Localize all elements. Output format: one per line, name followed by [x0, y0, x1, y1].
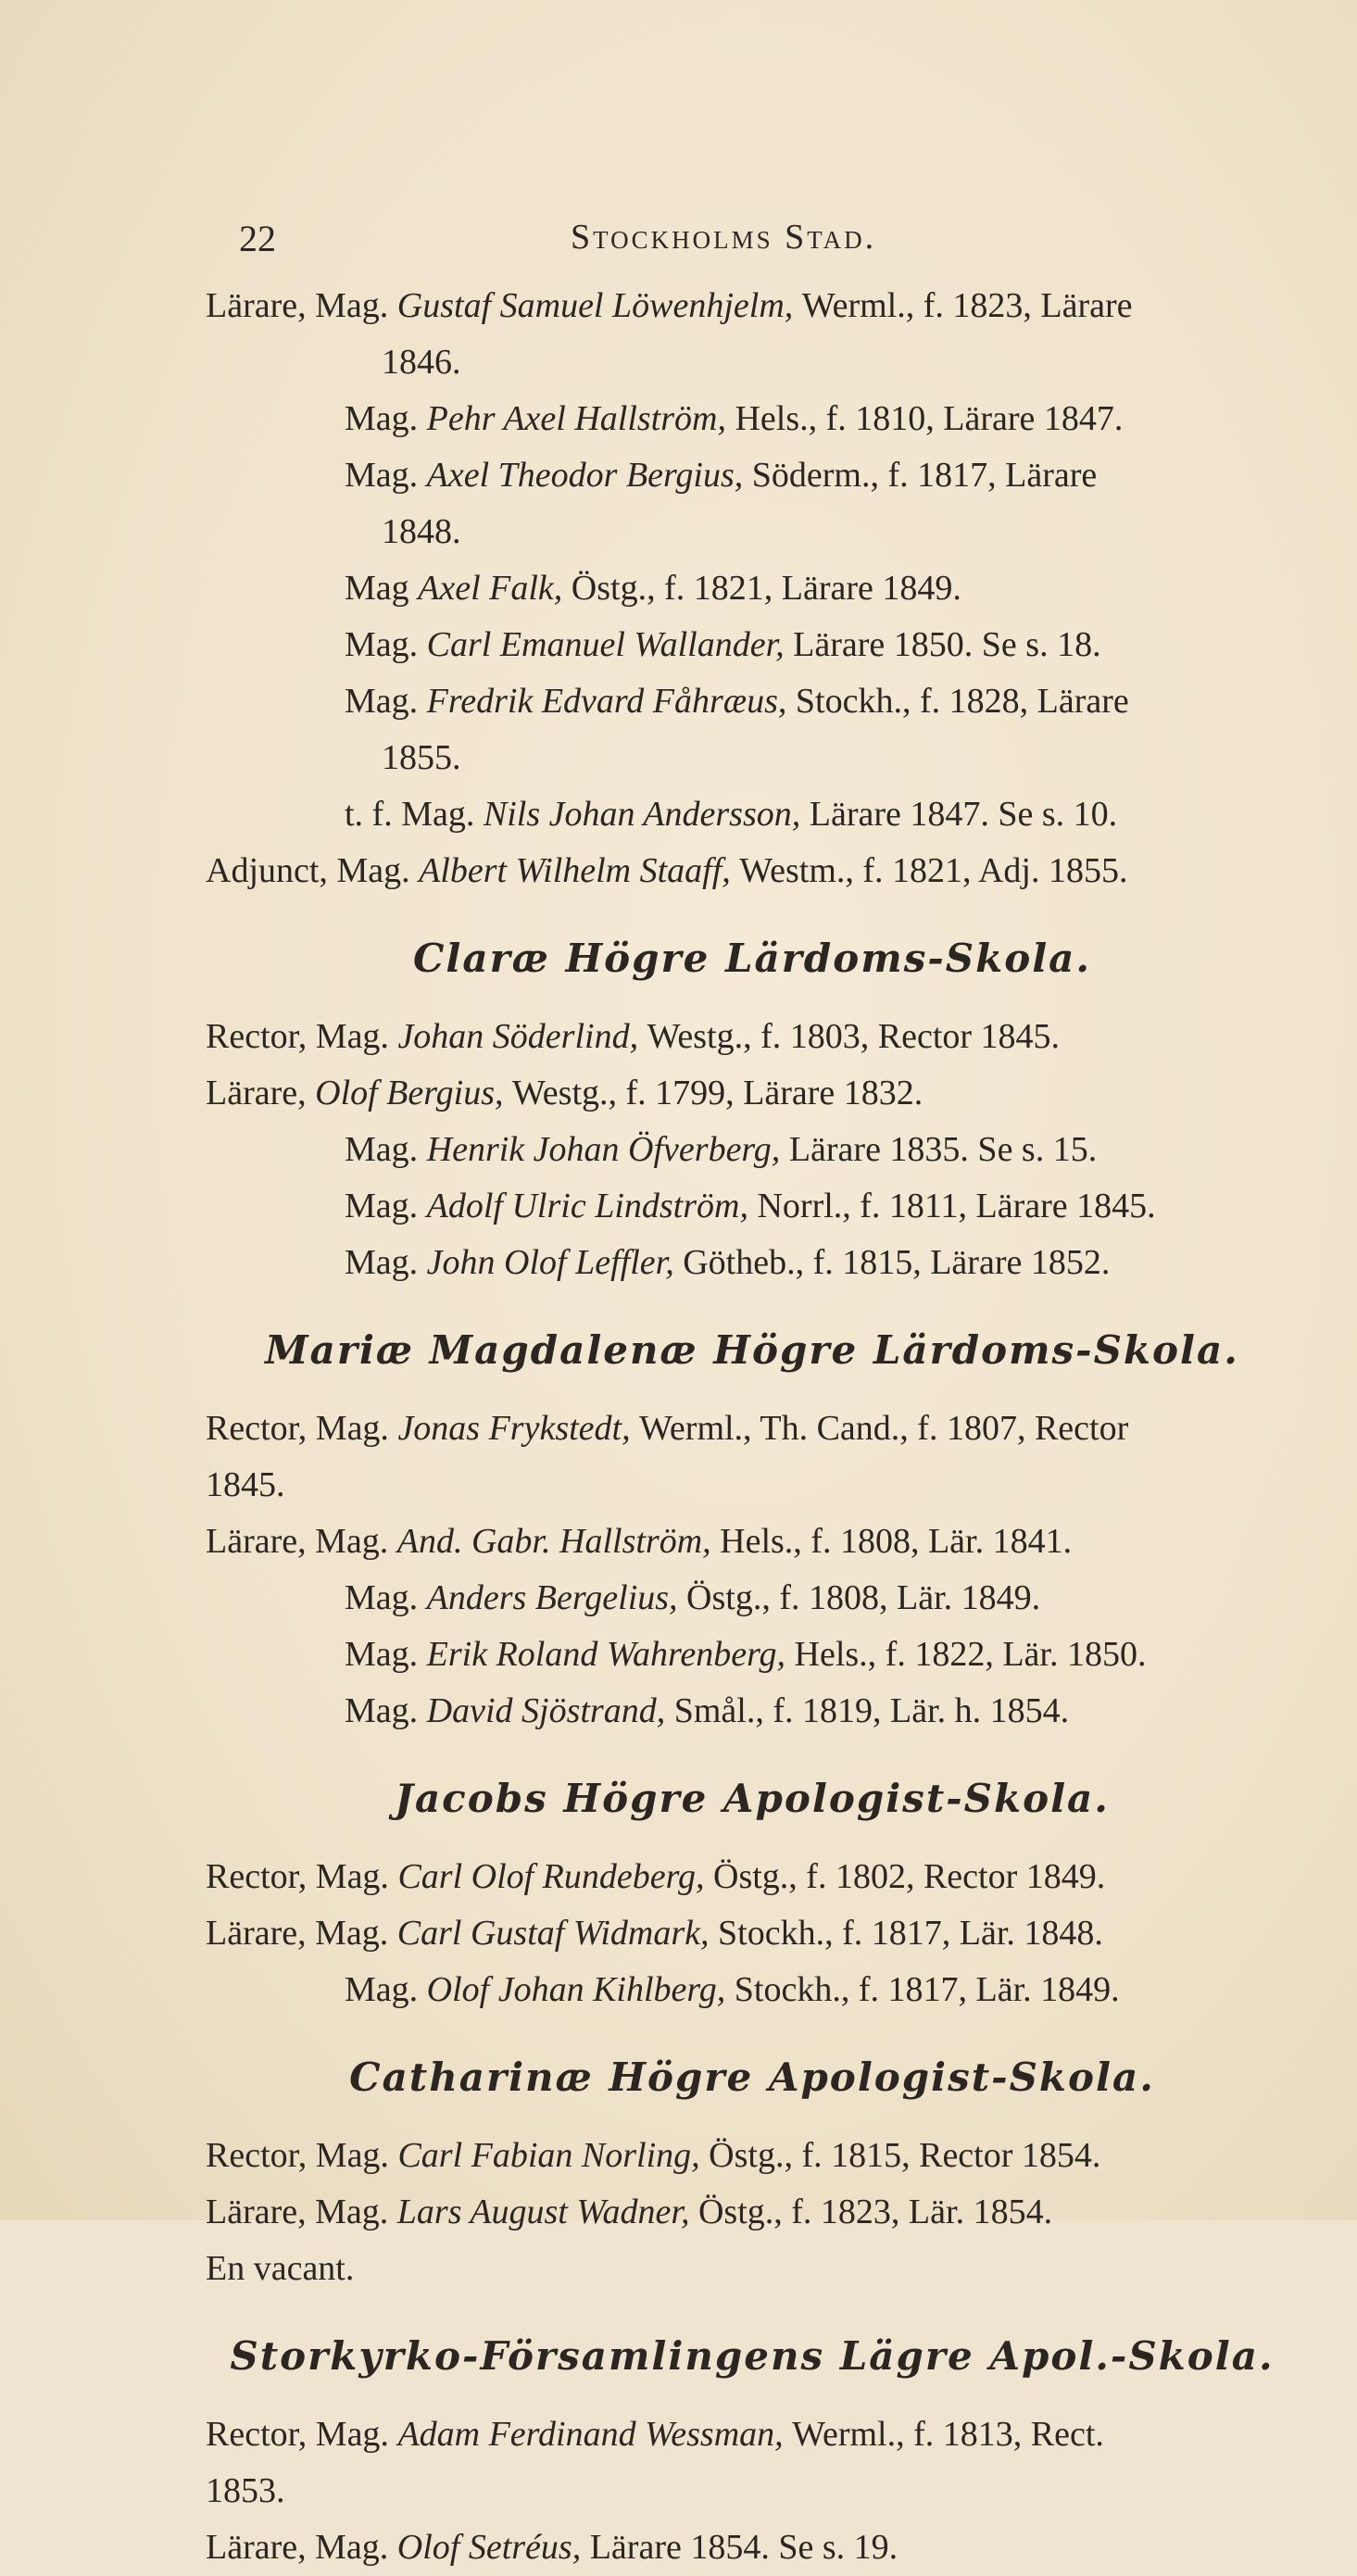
person-name: And. Gabr. Hallström, [396, 1522, 721, 1561]
entry-title: Mag. [315, 2528, 397, 2567]
entry-line [206, 1962, 1299, 2018]
entry-title: Mag. [315, 1522, 397, 1561]
section-block [206, 1315, 1299, 1740]
entry-line: 1855. [382, 738, 461, 777]
entry-details: Norrl., f. 1811, Lärare 1845. [757, 1187, 1156, 1225]
person-name: Gustaf Samuel Löwenhjelm, [396, 286, 802, 325]
entry-line [206, 1009, 1299, 1065]
entry-details: Hels., f. 1822, Lär. 1850. [794, 1635, 1147, 1674]
entry-details: Östg., f. 1823, Lär. 1854. [697, 2193, 1053, 2231]
entry-title: Mag. [345, 1243, 427, 1282]
entry-title: Mag. [345, 1970, 427, 2009]
entry-details: Werml., Th. Cand., f. 1807, Rector [639, 1409, 1129, 1448]
entry-details: Östg., f. 1815, Rector 1854. [709, 2136, 1101, 2175]
entry-role: Lärare, [206, 2193, 316, 2231]
entry-details: Götheb., f. 1815, Lärare 1852. [683, 1243, 1111, 1282]
entry-title: Mag. [315, 1409, 398, 1448]
entry-line [206, 447, 1299, 504]
entry-line [206, 1178, 1299, 1235]
entry-title: Mag. [315, 1017, 398, 1056]
section-heading: Catharinæ Högre Apologist-Skola. [349, 2055, 1155, 2100]
entry-role: Lärare, [206, 1914, 316, 1953]
page-header [0, 211, 1357, 267]
entry-details: Östg., f. 1802, Rector 1849. [713, 1857, 1106, 1896]
person-name: Axel Falk, [418, 569, 572, 608]
person-name: Carl Gustaf Widmark, [396, 1914, 719, 1953]
entry-line [206, 673, 1299, 730]
entry-line [206, 843, 1299, 899]
entry-line [206, 2406, 1299, 2463]
entry-details: Lärare 1835. Se s. 15. [788, 1130, 1098, 1169]
entry-line [206, 1065, 1299, 1122]
section-heading: Jacobs Högre Apologist-Skola. [395, 1776, 1110, 1821]
person-name: Adam Ferdinand Wessman, [397, 2415, 793, 2454]
entry-details: Östg., f. 1821, Lärare 1849. [571, 569, 961, 608]
entry-role: Adjunct, [206, 851, 337, 890]
entry-role: Rector, [206, 2415, 316, 2454]
entry-details: Stockh., f. 1817, Lär. 1849. [734, 1970, 1120, 2009]
section-block [206, 278, 1299, 899]
page-number: 22 [239, 218, 276, 259]
person-name: Pehr Axel Hallström, [426, 399, 735, 438]
person-name: Jonas Frykstedt, [397, 1409, 640, 1448]
running-title: Stockholms Stad. [571, 218, 877, 257]
entry-line: 1848. [382, 512, 461, 551]
person-name: Axel Theodor Bergius, [426, 456, 752, 495]
entry-title: t. f. Mag. [345, 795, 484, 834]
entry-role: Rector, [206, 1857, 316, 1896]
entry-details: Westg., f. 1799, Lärare 1832. [511, 1074, 924, 1112]
entry-details: Lärare 1854. Se s. 19. [589, 2528, 898, 2567]
person-name: Olof Setréus, [396, 2528, 590, 2567]
section-heading: Mariæ Magdalenæ Högre Lärdoms-Skola. [265, 1327, 1239, 1373]
entry-role: Lärare, [206, 1074, 316, 1112]
entry-details: Stockh., f. 1828, Lärare [795, 682, 1129, 721]
person-name: Johan Söderlind, [397, 1017, 647, 1056]
entry-details: Söderm., f. 1817, Lärare [751, 456, 1098, 495]
entry-title: Mag. [345, 682, 427, 721]
entry-details: Smål., f. 1819, Lär. h. 1854. [673, 1691, 1070, 1730]
entry-line: En vacant. [206, 2249, 355, 2288]
entry-details: Westg., f. 1803, Rector 1845. [647, 1017, 1061, 1056]
entry-details: Östg., f. 1808, Lär. 1849. [686, 1578, 1041, 1617]
section-block [206, 924, 1299, 1291]
entry-details: Lärare 1850. Se s. 18. [793, 625, 1101, 664]
entry-line [206, 1122, 1299, 1178]
person-name: Adolf Ulric Lindström, [426, 1187, 758, 1225]
entry-title: Mag. [345, 1187, 427, 1225]
entry-details: Westm., f. 1821, Adj. 1855. [739, 851, 1128, 890]
entry-role: Rector, [206, 1017, 316, 1056]
entry-title: Mag [345, 569, 419, 608]
entry-title: Mag. [315, 286, 397, 325]
entry-line [206, 2128, 1299, 2184]
entry-details: Werml., f. 1823, Lärare [801, 286, 1133, 325]
entry-line [206, 2519, 1299, 2576]
entry-line [206, 786, 1299, 843]
entry-title: Mag. [315, 2193, 397, 2231]
entry-line [206, 1514, 1299, 1570]
person-name: Lars August Wadner, [396, 2193, 698, 2231]
section-heading: Storkyrko-Församlingens Lägre Apol.-Skola. [230, 2333, 1275, 2379]
entry-role: Lärare, [206, 2528, 316, 2567]
entry-title: Mag. [345, 1130, 427, 1169]
entry-line [206, 1401, 1299, 1457]
entry-title: Mag. [315, 2136, 398, 2175]
entry-title: Mag. [315, 1914, 397, 1953]
entry-line [206, 278, 1299, 334]
entry-role: Lärare, [206, 1522, 316, 1561]
entry-title: Mag. [345, 625, 427, 664]
person-name: Olof Bergius, [315, 1074, 512, 1112]
entry-line [206, 391, 1299, 447]
entry-title: Mag. [345, 1635, 427, 1674]
person-name: John Olof Leffler, [426, 1243, 684, 1282]
entry-line [206, 1905, 1299, 1962]
entry-details: Lärare 1847. Se s. 10. [809, 795, 1118, 834]
entry-role: Rector, [206, 2136, 316, 2175]
section-block [206, 2042, 1299, 2297]
entry-line [206, 617, 1299, 673]
person-name: Carl Olof Rundeberg, [397, 1857, 714, 1896]
section-block [206, 1764, 1299, 2018]
entry-title: Mag. [336, 851, 420, 890]
person-name: Albert Wilhelm Staaff, [419, 851, 740, 890]
person-name: Carl Emanuel Wallander, [426, 625, 794, 664]
person-name: Anders Bergelius, [426, 1578, 687, 1617]
person-name: Henrik Johan Öfverberg, [426, 1130, 789, 1169]
entry-line [206, 1570, 1299, 1627]
entry-line: 1845. [206, 1465, 285, 1504]
person-name: Fredrik Edvard Fåhræus, [426, 682, 796, 721]
person-name: Nils Johan Andersson, [483, 795, 810, 834]
entry-title: Mag. [345, 456, 427, 495]
entry-line [206, 1235, 1299, 1291]
entry-line [206, 1627, 1299, 1683]
entry-details: Stockh., f. 1817, Lär. 1848. [718, 1914, 1103, 1953]
entry-details: Hels., f. 1810, Lärare 1847. [735, 399, 1124, 438]
person-name: Erik Roland Wahrenberg, [426, 1635, 795, 1674]
entry-title: Mag. [315, 2415, 398, 2454]
entry-role: Rector, [206, 1409, 316, 1448]
entry-title: Mag. [345, 1691, 427, 1730]
entry-line [206, 560, 1299, 617]
person-name: David Sjöstrand, [426, 1691, 674, 1730]
entry-details: Werml., f. 1813, Rect. [792, 2415, 1104, 2454]
section-heading: Claræ Högre Lärdoms-Skola. [412, 936, 1092, 981]
document-body [206, 278, 1299, 2576]
entry-line [206, 2184, 1299, 2241]
entry-title: Mag. [315, 1857, 398, 1896]
entry-title: Mag. [345, 399, 427, 438]
entry-line: 1853. [206, 2471, 285, 2510]
person-name: Carl Fabian Norling, [397, 2136, 710, 2175]
entry-details: Hels., f. 1808, Lär. 1841. [720, 1522, 1073, 1561]
section-block [206, 2321, 1299, 2576]
entry-title: Mag. [345, 1578, 427, 1617]
person-name: Olof Johan Kihlberg, [426, 1970, 735, 2009]
entry-role: Lärare, [206, 286, 316, 325]
entry-line [206, 1683, 1299, 1740]
entry-line [206, 1849, 1299, 1905]
entry-line: 1846. [382, 343, 461, 382]
